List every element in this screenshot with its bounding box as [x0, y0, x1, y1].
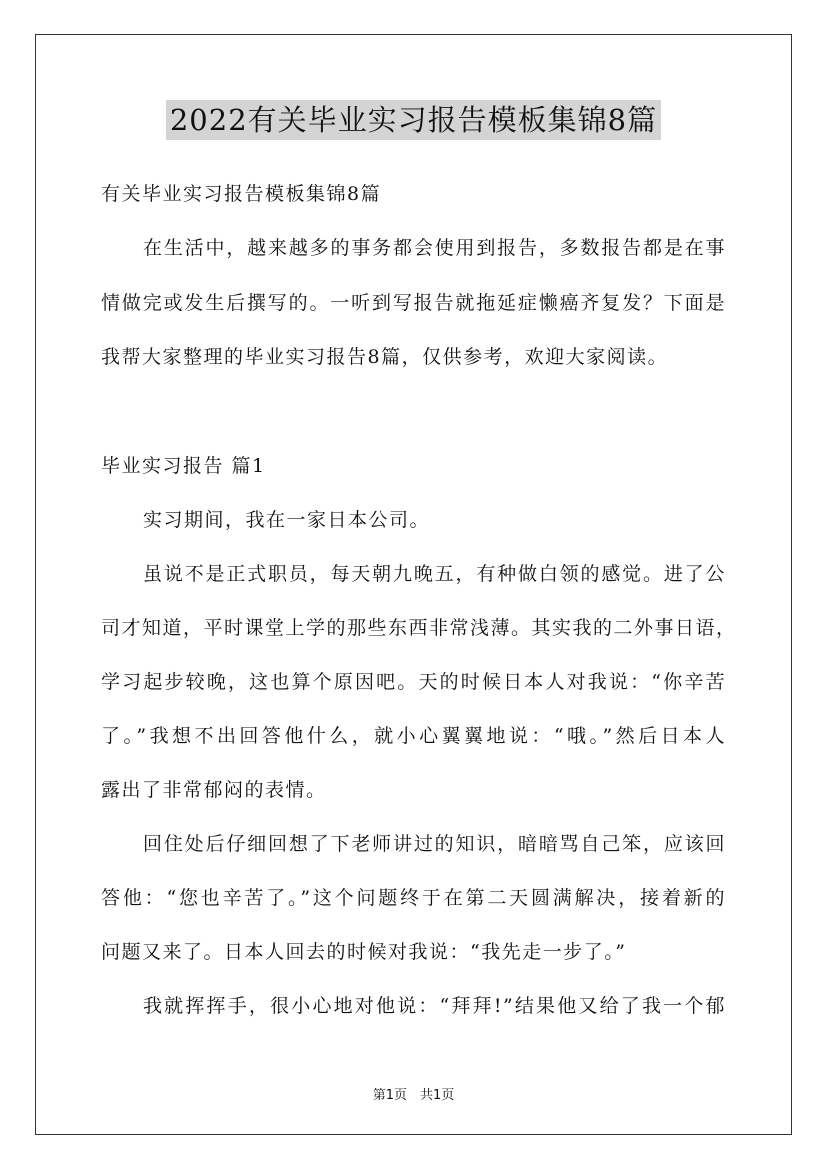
paragraph-line: 我就挥挥手，很小心地对他说：“拜拜!”结果他又给了我一个郁 — [143, 995, 726, 1017]
document-title: 2022有关毕业实习报告模板集锦8篇 — [166, 100, 661, 140]
paragraph-line: 我帮大家整理的毕业实习报告8篇，仅供参考，欢迎大家阅读。 — [101, 346, 669, 368]
paragraph-line: 学习起步较晚，这也算个原因吧。天的时候日本人对我说：“你辛苦 — [101, 671, 726, 693]
title-block — [0, 100, 827, 140]
paragraph-line: 司才知道，平时课堂上学的那些东西非常浅薄。其实我的二外事日语， — [101, 617, 737, 639]
page-footer: 第1页 共1页 — [372, 1088, 455, 1103]
paragraph-line: 答他：“您也辛苦了。”这个问题终于在第二天圆满解决，接着新的 — [101, 887, 726, 909]
paragraph-line: 情做完或发生后撰写的。一听到写报告就拖延症懒癌齐复发？下面是 — [101, 292, 726, 314]
paragraph-line: 了。”我想不出回答他什么，就小心翼翼地说：“哦。”然后日本人 — [101, 725, 726, 747]
paragraph-line: 虽说不是正式职员，每天朝九晚五，有种做白领的感觉。进了公 — [143, 563, 726, 585]
paragraph-line: 露出了非常郁闷的表情。 — [101, 779, 327, 801]
paragraph-line: 回住处后仔细回想了下老师讲过的知识，暗暗骂自己笨，应该回 — [143, 833, 726, 855]
paragraph-line: 在生活中，越来越多的事务都会使用到报告，多数报告都是在事 — [143, 237, 726, 259]
paragraph-line: 问题又来了。日本人回去的时候对我说：“我先走一步了。” — [101, 941, 627, 963]
section-heading: 毕业实习报告 篇1 — [101, 455, 266, 477]
subtitle-line: 有关毕业实习报告模板集锦8篇 — [101, 183, 382, 205]
paragraph-line: 实习期间，我在一家日本公司。 — [143, 509, 431, 531]
